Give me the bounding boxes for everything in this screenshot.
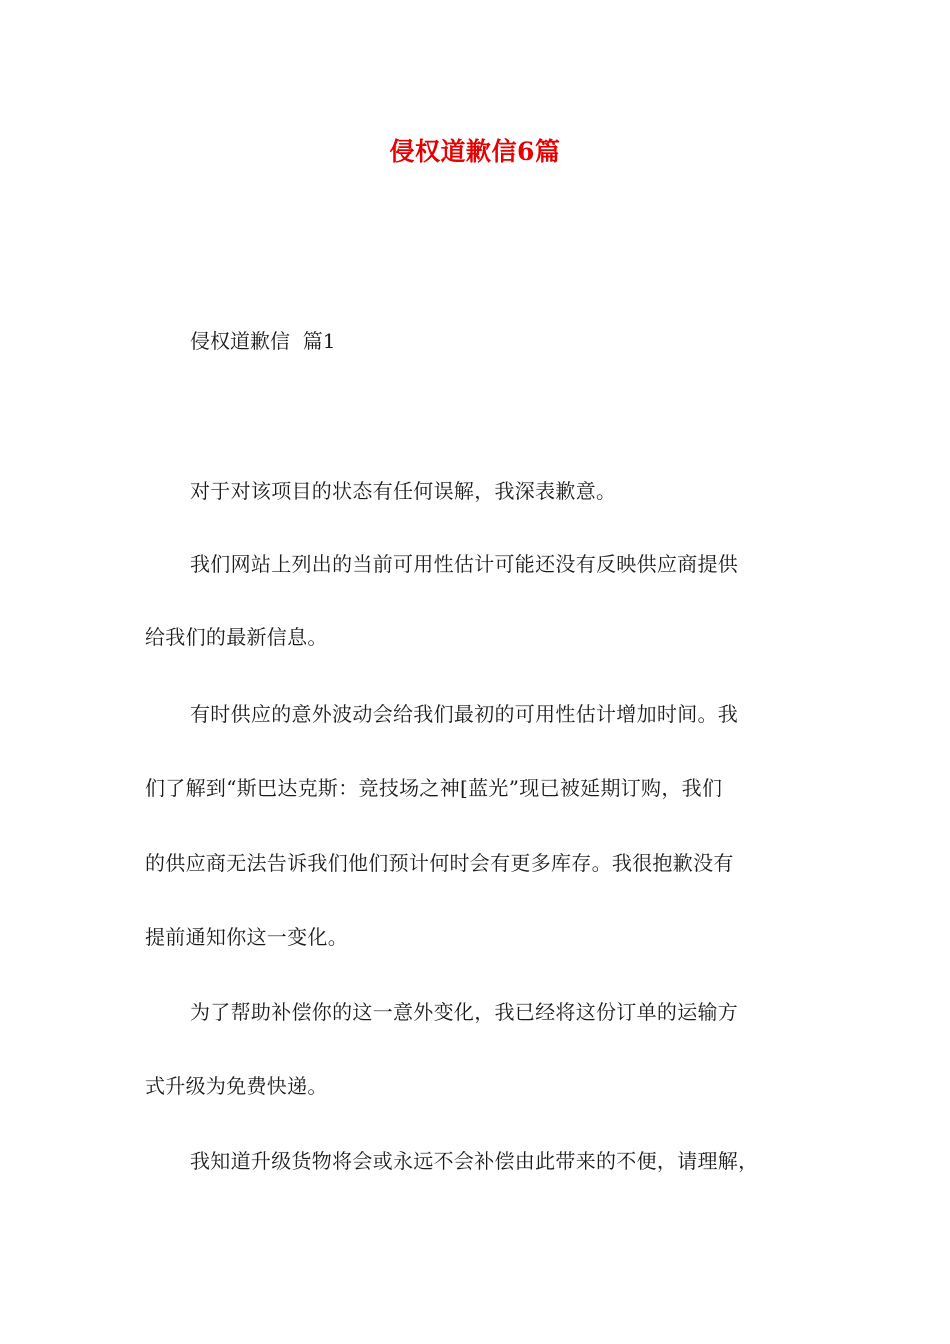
paragraph-line: 提前通知你这一变化。: [145, 925, 348, 949]
paragraph-line: 对于对该项目的状态有任何误解，我深表歉意。: [190, 479, 617, 503]
section-heading: 侵权道歉信 篇1: [190, 329, 336, 353]
paragraph-line: 们了解到“斯巴达克斯：竞技场之神[蓝光”现已被延期订购，我们: [145, 776, 723, 800]
paragraph-line: 给我们的最新信息。: [145, 625, 328, 649]
document-title: 侵权道歉信6篇: [389, 137, 561, 166]
paragraph-line: 为了帮助补偿你的这一意外变化，我已经将这份订单的运输方: [190, 1000, 739, 1024]
paragraph-line: 有时供应的意外波动会给我们最初的可用性估计增加时间。我: [190, 702, 739, 726]
paragraph-line: 我们网站上列出的当前可用性估计可能还没有反映供应商提供: [190, 552, 739, 576]
paragraph-line: 式升级为免费快递。: [145, 1074, 328, 1098]
paragraph-line: 的供应商无法告诉我们他们预计何时会有更多库存。我很抱歉没有: [145, 851, 734, 875]
paragraph-line: 我知道升级货物将会或永远不会补偿由此带来的不便，请理解，: [190, 1149, 759, 1173]
